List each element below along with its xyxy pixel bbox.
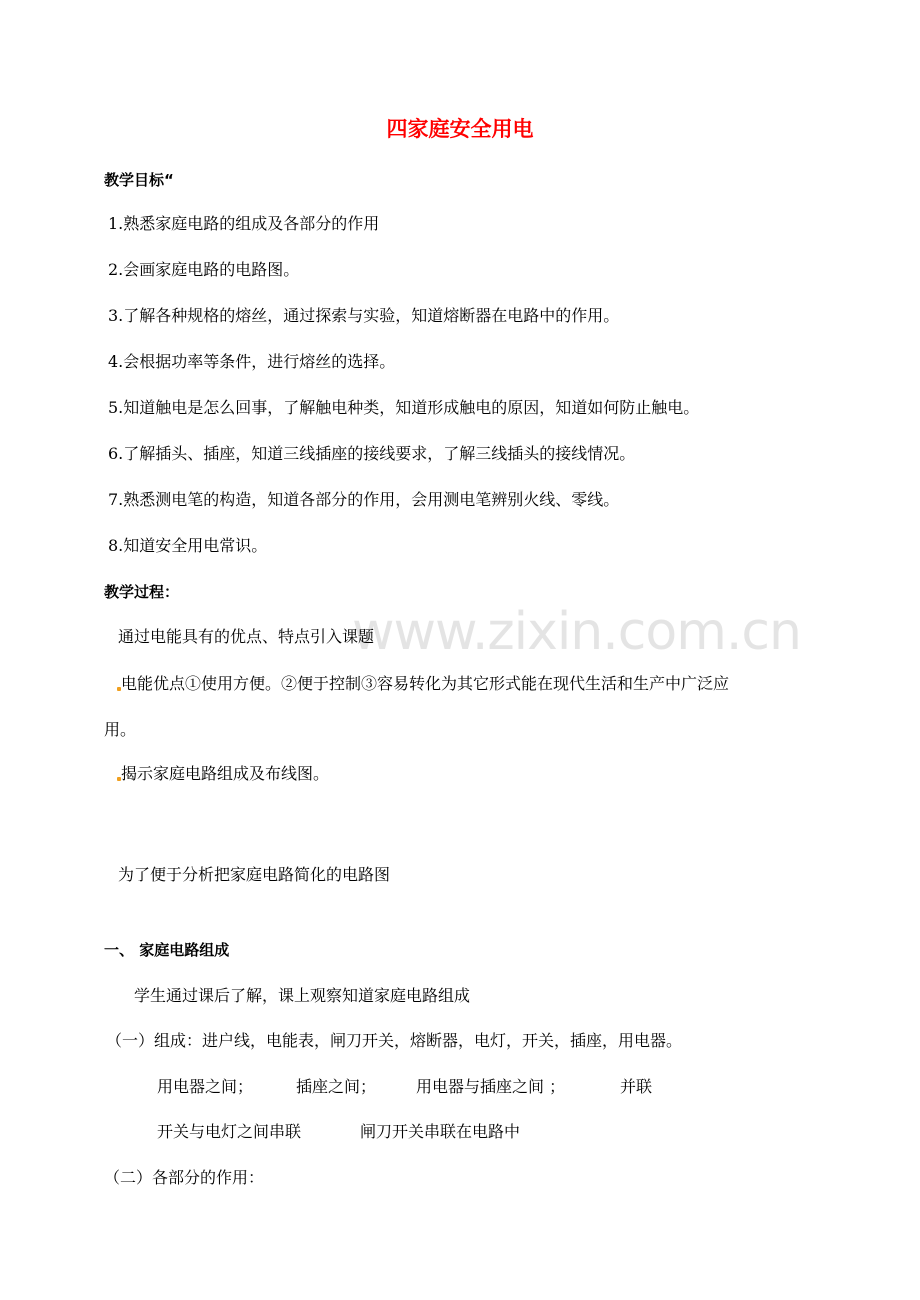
watermark: www.zixin.com.cn — [352, 602, 801, 662]
section-intro: 学生通过课后了解，课上观察知道家庭电路组成 — [134, 986, 471, 1005]
objectives-heading: 教学目标“ — [104, 171, 174, 189]
process-simplify: 为了便于分析把家庭电路简化的电路图 — [118, 865, 391, 884]
objective-item: 1.熟悉家庭电路的组成及各部分的作用 — [108, 214, 380, 233]
document-title: 四家庭安全用电 — [386, 116, 534, 141]
series-item: 闸刀开关串联在电路中 — [360, 1122, 521, 1141]
section-heading: 一、 家庭电路组成 — [104, 941, 230, 959]
parallel-item: 用电器之间； — [157, 1077, 254, 1096]
objective-item: 5.知道触电是怎么回事，了解触电种类，知道形成触电的原因，知道如何防止触电。 — [108, 398, 700, 417]
process-heading: 教学过程： — [104, 583, 180, 601]
objective-item: 2.会画家庭电路的电路图。 — [108, 260, 300, 279]
composition-line: （一）组成：进户线，电能表，闸刀开关，熔断器，电灯，开关，插座，用电器。 — [106, 1031, 683, 1050]
process-reveal: 揭示家庭电路组成及布线图。 — [121, 764, 330, 783]
objective-item: 8.知道安全用电常识。 — [108, 536, 268, 555]
parallel-label: 并联 — [620, 1077, 653, 1096]
objective-item: 6.了解插头、插座，知道三线插座的接线要求，了解三线插头的接线情况。 — [108, 444, 636, 463]
parallel-item: 用电器与插座之间 ； — [416, 1077, 566, 1096]
series-item: 开关与电灯之间串联 — [157, 1122, 302, 1141]
objective-item: 3.了解各种规格的熔丝，通过探索与实验，知道熔断器在电路中的作用。 — [108, 306, 620, 325]
parallel-item: 插座之间； — [296, 1077, 377, 1096]
functions-heading: （二）各部分的作用： — [104, 1168, 265, 1187]
process-advantages: 电能优点①使用方便。②便于控制③容易转化为其它形式能在现代生活和生产中广泛应 — [121, 674, 730, 693]
objective-item: 4.会根据功率等条件，进行熔丝的选择。 — [108, 352, 396, 371]
objective-item: 7.熟悉测电笔的构造，知道各部分的作用，会用测电笔辨别火线、零线。 — [108, 490, 620, 509]
process-intro: 通过电能具有的优点、特点引入课题 — [118, 627, 375, 646]
process-advantages-continued: 用。 — [104, 720, 137, 739]
